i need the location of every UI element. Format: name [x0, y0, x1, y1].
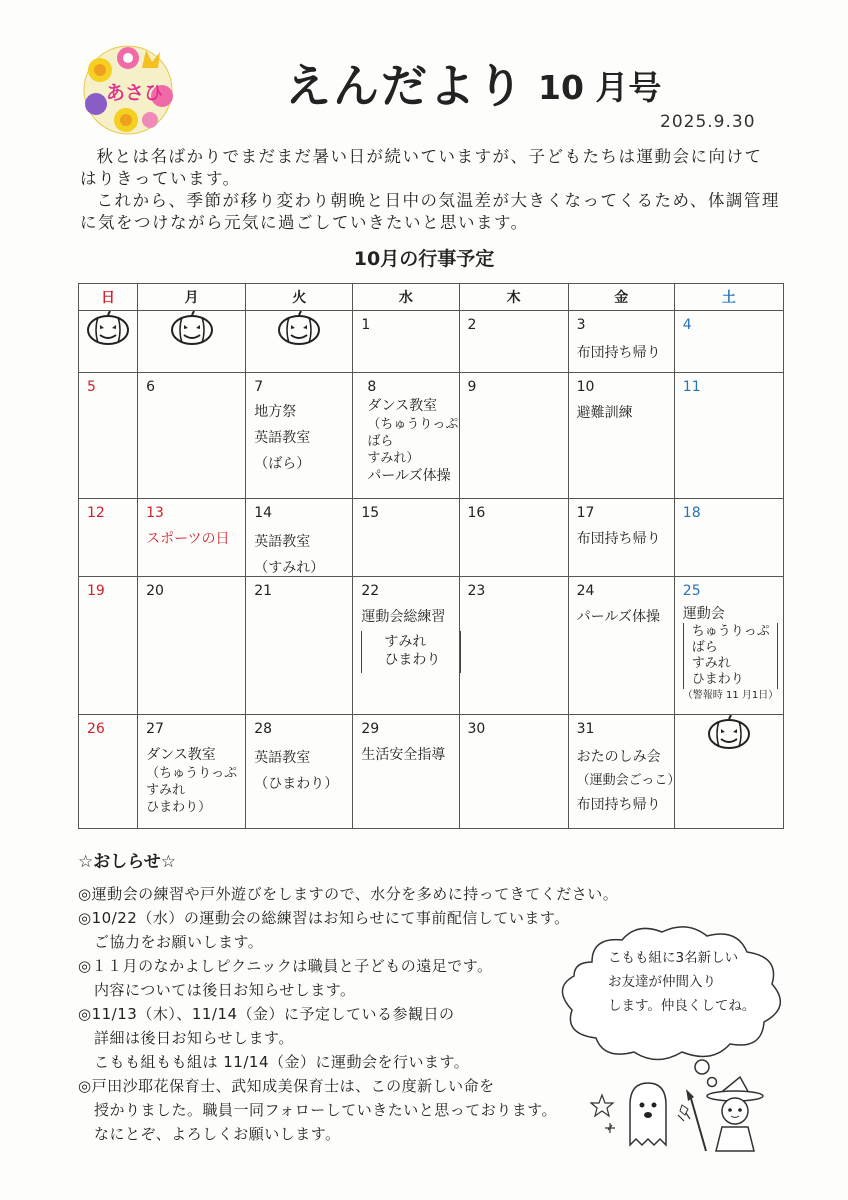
- day-number: 22: [361, 583, 380, 599]
- day-number: 2: [467, 317, 477, 333]
- day-number: 16: [467, 505, 486, 521]
- event-group: （ちゅうりっぷ: [367, 417, 459, 432]
- event-group: すみれ）: [367, 451, 420, 466]
- day-cell: [353, 373, 459, 499]
- group-bracket: [361, 631, 461, 673]
- day-number: 31: [576, 721, 595, 737]
- event-group: すみれ: [691, 656, 731, 671]
- day-cell: [459, 715, 568, 829]
- event-label: ダンス教室: [367, 398, 438, 414]
- logo-text: あさひ: [106, 82, 164, 104]
- day-number: 8: [367, 379, 377, 395]
- event-group: ひまわり）: [146, 800, 212, 815]
- holiday-label: スポーツの日: [146, 531, 230, 547]
- day-number: 14: [254, 505, 273, 521]
- day-number: 18: [682, 505, 701, 521]
- event-group: ばら: [367, 434, 394, 449]
- day-number: 11: [682, 379, 701, 395]
- week-row: [79, 311, 784, 373]
- event-label: （すみれ）: [254, 560, 325, 576]
- day-cell: [459, 311, 568, 373]
- event-label: パールズ体操: [367, 468, 451, 484]
- day-cell: [246, 499, 353, 577]
- day-number: 5: [87, 379, 96, 395]
- day-cell: [353, 715, 459, 829]
- day-number: 29: [361, 721, 380, 737]
- event-group: ひまわり: [691, 672, 744, 687]
- event-label: パールズ体操: [576, 609, 660, 625]
- notice-item-cont: 内容については後日お知らせします。: [94, 981, 356, 999]
- day-cell: [138, 373, 246, 499]
- pumpkin-icon: [138, 311, 245, 345]
- school-logo: [80, 42, 176, 138]
- weekday-tue: 火: [246, 284, 353, 311]
- notice-heading: ☆おしらせ☆: [78, 852, 176, 872]
- calendar-title: 10月の行事予定: [353, 248, 495, 270]
- day-number: 19: [87, 583, 105, 599]
- day-cell: [79, 577, 138, 715]
- empty-day-cell: [674, 715, 783, 829]
- event-label: 布団持ち帰り: [576, 345, 661, 361]
- event-label: （ばら）: [254, 456, 311, 472]
- event-label: おたのしみ会: [576, 749, 661, 765]
- day-number: 12: [87, 505, 105, 521]
- empty-day-cell: [79, 311, 138, 373]
- day-cell: [79, 373, 138, 499]
- day-number: 25: [682, 583, 701, 599]
- issue-label: 10 月号: [538, 68, 662, 107]
- day-cell: [246, 577, 353, 715]
- newsletter-title: えんだより: [285, 59, 525, 113]
- day-cell: [138, 577, 246, 715]
- day-number: 9: [467, 379, 477, 395]
- day-cell: [138, 499, 246, 577]
- day-cell: [568, 577, 674, 715]
- pumpkin-icon: [79, 311, 137, 345]
- pumpkin-icon: [246, 311, 352, 345]
- event-label: 避難訓練: [576, 405, 633, 421]
- event-label: ダンス教室: [146, 747, 216, 763]
- event-label: 布団持ち帰り: [576, 531, 661, 547]
- rain-date-note: （警報時 11 月1日）: [682, 690, 779, 701]
- day-cell: [568, 373, 674, 499]
- intro-paragraph-2: これから、季節が移り変わり朝晩と日中の気温差が大きくなってくるため、体調管理に気をつけながら元気に過ごしていきたいと思います。: [80, 191, 780, 232]
- day-number: 7: [254, 379, 264, 395]
- event-group: （運動会ごっこ）: [576, 773, 681, 788]
- notice-item: ◎11/13（木）、11/14（金）に予定している参観日の: [78, 1005, 455, 1023]
- empty-day-cell: [138, 311, 246, 373]
- day-number: 28: [254, 721, 273, 737]
- day-cell: [459, 499, 568, 577]
- bubble-text: [608, 946, 758, 1018]
- weekday-mon: 月: [138, 284, 246, 311]
- notice-item: ◎戸田沙耶花保育士、武知成美保育士は、この度新しい命を: [78, 1077, 495, 1095]
- event-group: ひまわり: [384, 652, 441, 668]
- weekday-sun: 日: [79, 284, 138, 311]
- event-label: 布団持ち帰り: [576, 797, 661, 813]
- day-number: 23: [467, 583, 486, 599]
- event-group: ちゅうりっぷ: [691, 624, 770, 639]
- event-label: 英語教室: [254, 534, 311, 550]
- group-bracket: [683, 623, 778, 689]
- day-cell: [674, 499, 783, 577]
- empty-day-cell: [246, 311, 353, 373]
- notice-item: ◎１１月のなかよしピクニックは職員と子どもの遠足です。: [78, 957, 493, 975]
- day-cell: [674, 577, 783, 715]
- day-cell: [568, 499, 674, 577]
- weekday-sat: 土: [674, 284, 783, 311]
- day-cell: [568, 311, 674, 373]
- ghost-witch-illustration-icon: [590, 1075, 790, 1155]
- event-group: すみれ: [146, 783, 186, 798]
- event-label: 地方祭: [254, 404, 297, 420]
- day-number: 24: [576, 583, 595, 599]
- issue-date: 2025.9.30: [660, 112, 756, 132]
- bubble-line: こもも組に3名新しい: [608, 950, 739, 966]
- event-group: すみれ: [384, 634, 427, 650]
- day-cell: [246, 373, 353, 499]
- day-number: 13: [146, 505, 164, 521]
- bubble-line: します。仲良くしてね。: [608, 998, 756, 1014]
- day-cell: [138, 715, 246, 829]
- notice-item: ◎運動会の練習や戸外遊びをしますので、水分を多めに持ってきてください。: [78, 885, 619, 903]
- week-row: [79, 715, 784, 829]
- week-row: [79, 373, 784, 499]
- intro-text: [80, 146, 780, 234]
- week-row: [79, 577, 784, 715]
- event-label: 生活安全指導: [361, 747, 446, 763]
- weekday-thu: 木: [459, 284, 568, 311]
- day-cell: [459, 373, 568, 499]
- day-cell: [568, 715, 681, 829]
- notice-item-cont: 授かりました。職員一同フォローしていきたいと思っております。: [94, 1101, 558, 1119]
- day-number: 4: [682, 317, 692, 333]
- weekday-header-row: [79, 284, 784, 311]
- notice-item-cont: ご協力をお願いします。: [94, 933, 264, 951]
- day-cell: [674, 373, 783, 499]
- pumpkin-icon: [675, 715, 783, 749]
- notice-item: ◎10/22（水）の運動会の総練習はお知らせにて事前配信しています。: [78, 909, 570, 927]
- event-label: （ひまわり）: [254, 776, 339, 792]
- notice-item-cont: こもも組もも組は 11/14（金）に運動会を行います。: [94, 1053, 470, 1071]
- event-group: （ちゅうりっぷ: [146, 766, 238, 781]
- day-cell: [353, 577, 459, 715]
- day-cell: [674, 311, 783, 373]
- day-cell: [459, 577, 568, 715]
- day-number: 27: [146, 721, 164, 737]
- notice-item-cont: なにとぞ、よろしくお願いします。: [94, 1125, 341, 1143]
- day-cell: [246, 715, 353, 829]
- day-number: 1: [361, 317, 371, 333]
- day-number: 20: [146, 583, 164, 599]
- day-number: 17: [576, 505, 595, 521]
- day-number: 26: [87, 721, 105, 737]
- day-number: 10: [576, 379, 595, 395]
- intro-paragraph-1: 秋とは名ばかりでまだまだ暑い日が続いていますが、子どもたちは運動会に向けてはりきっています。: [80, 147, 763, 188]
- day-cell: [79, 499, 138, 577]
- bubble-line: お友達が仲間入り: [608, 974, 716, 990]
- week-row: [79, 499, 784, 577]
- event-label: 運動会総練習: [361, 609, 446, 625]
- day-number: 6: [146, 379, 155, 395]
- event-label: 運動会: [682, 606, 725, 622]
- day-cell: [79, 715, 138, 829]
- day-number: 30: [467, 721, 486, 737]
- event-group: ばら: [691, 640, 718, 655]
- weekday-wed: 水: [353, 284, 459, 311]
- day-cell: [353, 499, 459, 577]
- event-label: 英語教室: [254, 430, 311, 446]
- day-number: 15: [361, 505, 380, 521]
- event-calendar: [78, 283, 784, 829]
- day-number: 21: [254, 583, 273, 599]
- day-number: 3: [576, 317, 586, 333]
- weekday-fri: 金: [568, 284, 674, 311]
- event-label: 英語教室: [254, 750, 311, 766]
- notice-item-cont: 詳細は後日お知らせします。: [94, 1029, 294, 1047]
- day-cell: [353, 311, 459, 373]
